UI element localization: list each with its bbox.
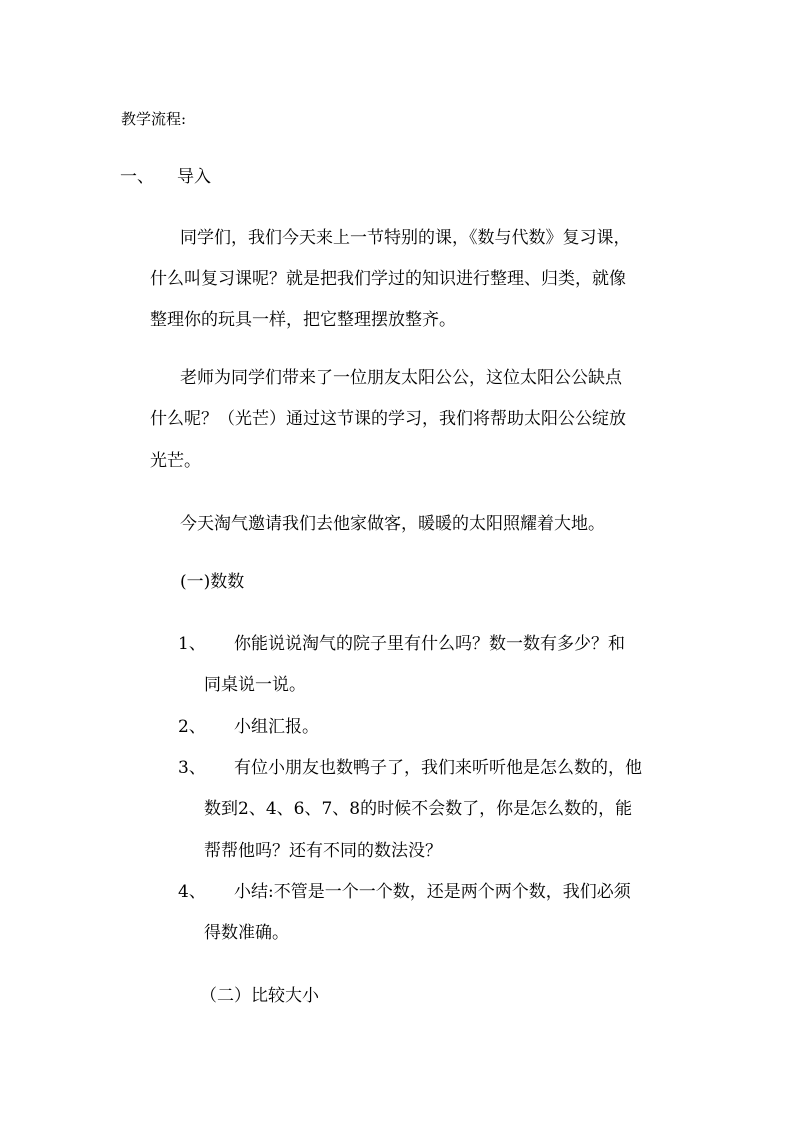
paragraph-line: 同学们，我们今天来上一节特别的课，《数与代数》复习课， (180, 228, 631, 248)
list-item-text: 有位小朋友也数鸭子了，我们来听听他是怎么数的，他 (234, 758, 642, 778)
list-item-number: 4、 (178, 882, 206, 902)
list-item-text: 帮帮他吗？还有不同的数法没？ (204, 841, 442, 861)
list-item-text: 数到2、4、6、7、8的时候不会数了，你是怎么数的，能 (204, 799, 633, 819)
paragraph-line: 什么叫复习课呢？就是把我们学过的知识进行整理、归类，就像 (150, 269, 626, 289)
paragraph-line: 光芒。 (150, 451, 201, 471)
paragraph-line: 今天淘气邀请我们去他家做客，暖暖的太阳照耀着大地。 (180, 514, 605, 534)
doc-heading: 教学流程: (121, 110, 187, 128)
list-item-text: 小结:不管是一个一个数，还是两个两个数，我们必须 (234, 882, 631, 902)
list-item-text: 同桌说一说。 (204, 675, 306, 695)
list-item-text: 你能说说淘气的院子里有什么吗？数一数有多少？和 (234, 634, 625, 654)
subsection-title: (一)数数 (180, 572, 245, 592)
section-title: 导入 (177, 167, 211, 187)
paragraph-line: 老师为同学们带来了一位朋友太阳公公，这位太阳公公缺点 (180, 368, 622, 388)
list-item-number: 1、 (178, 634, 206, 654)
subsection-title: （二）比较大小 (200, 986, 319, 1006)
list-item-text: 得数准确。 (204, 923, 289, 943)
list-item-text: 小组汇报。 (234, 717, 319, 737)
paragraph-line: 整理你的玩具一样，把它整理摆放整齐。 (150, 310, 456, 330)
list-item-number: 3、 (178, 758, 206, 778)
paragraph-line: 什么呢？（光芒）通过这节课的学习，我们将帮助太阳公公绽放 (150, 409, 626, 429)
section-number: 一、 (120, 167, 154, 187)
list-item-number: 2、 (178, 717, 206, 737)
